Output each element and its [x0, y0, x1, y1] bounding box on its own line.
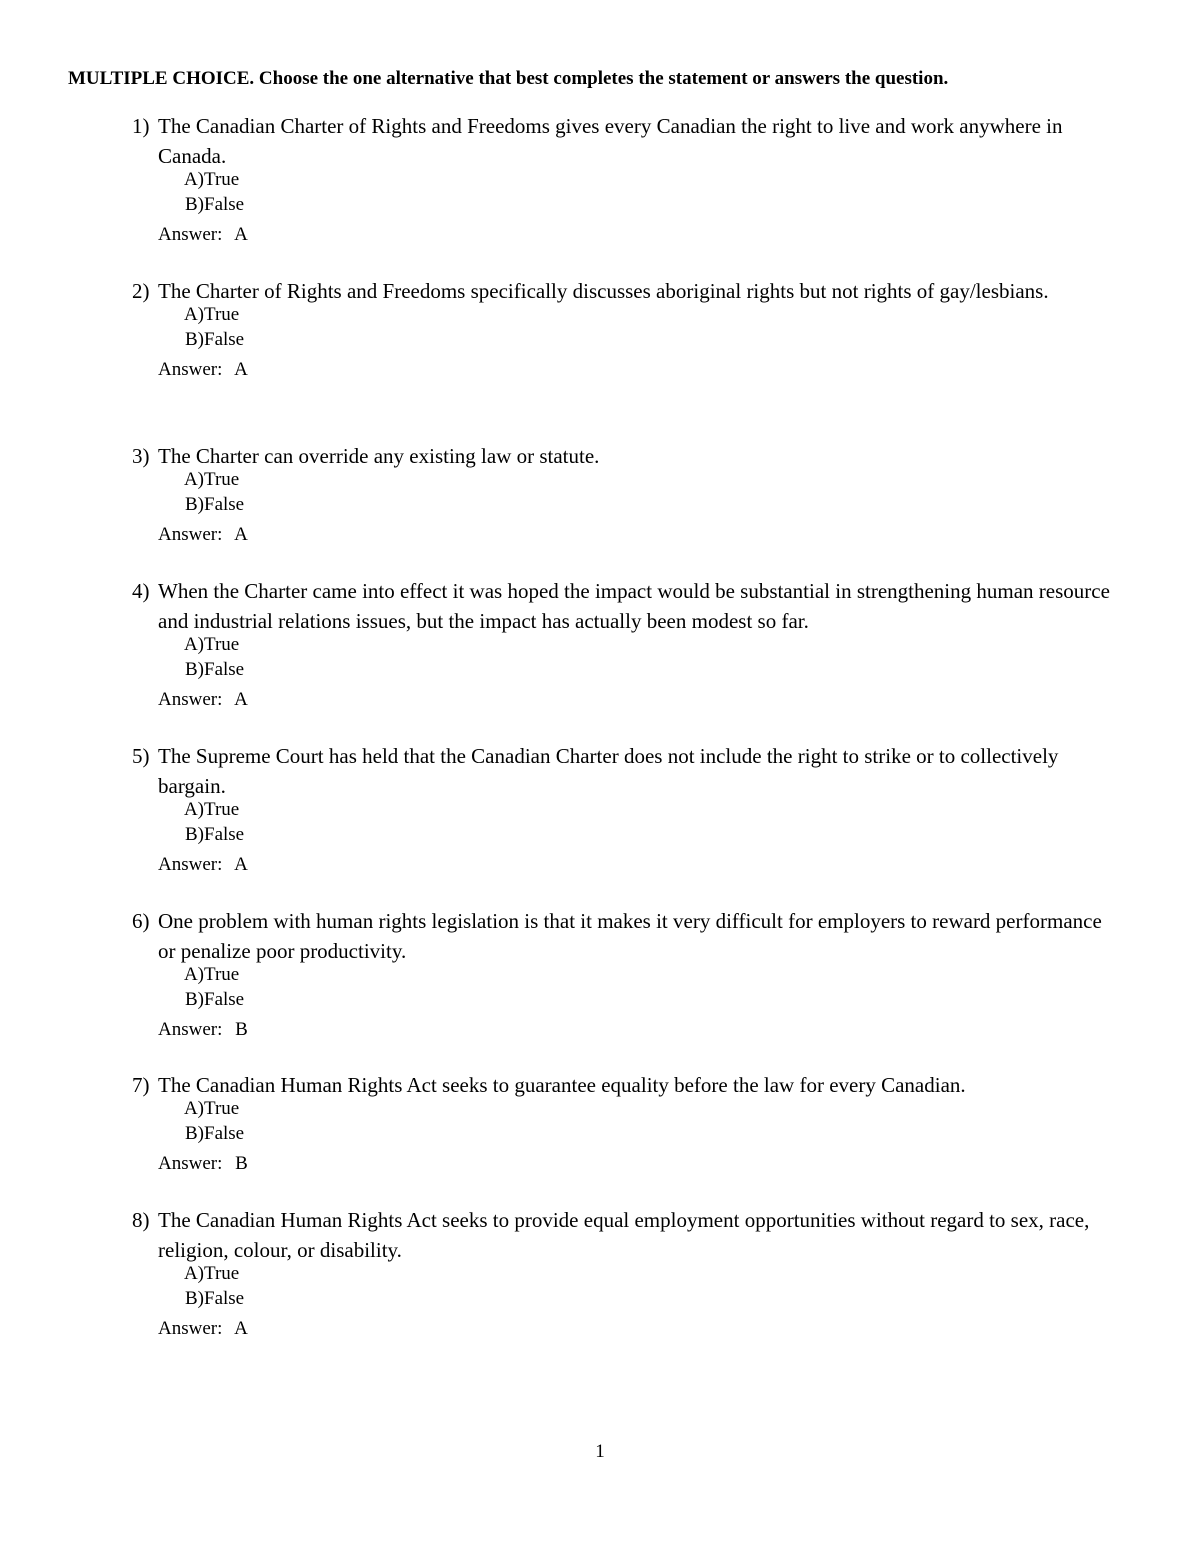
options-list [178, 1096, 1112, 1146]
answer-line [158, 1018, 1112, 1042]
option-b [178, 1121, 1112, 1146]
answer-line [158, 688, 1112, 712]
option-letter: A) [183, 634, 204, 655]
option-letter: B) [185, 1123, 204, 1144]
answer-label: Answer: [158, 1153, 223, 1174]
question-number: 6) [132, 909, 150, 933]
question-8 [132, 1205, 1112, 1341]
answer-label: Answer: [158, 689, 223, 710]
option-letter: A) [183, 1098, 204, 1119]
option-letter: B) [185, 1288, 204, 1309]
option-text: True [204, 1263, 240, 1284]
question-text: When the Charter came into effect it was hoped the impact would be substantial in strengthening human resource and industrial relations issues, but the impact has actually been modest so far. [158, 579, 1110, 633]
question-number: 2) [132, 279, 150, 303]
question-6 [132, 906, 1112, 1042]
answer-value: B [235, 1153, 248, 1174]
option-letter: B) [185, 659, 204, 680]
option-text: True [204, 799, 240, 820]
answer-line [158, 358, 1112, 382]
answer-label: Answer: [158, 1318, 223, 1339]
option-letter: B) [185, 329, 204, 350]
question-stem [132, 1205, 1112, 1265]
question-stem [132, 111, 1112, 171]
question-text: One problem with human rights legislation is that it makes it very difficult for employers to reward performance or penalize poor productivity. [158, 909, 1102, 963]
question-number: 7) [132, 1073, 150, 1097]
answer-value: A [234, 224, 248, 245]
answer-line [158, 853, 1112, 877]
option-text: True [204, 634, 240, 655]
options-list [178, 797, 1112, 847]
option-b [178, 822, 1112, 847]
question-2 [132, 276, 1112, 382]
option-b [178, 657, 1112, 682]
option-letter: A) [183, 469, 204, 490]
answer-label: Answer: [158, 854, 223, 875]
question-4 [132, 576, 1112, 712]
option-letter: A) [183, 1263, 204, 1284]
options-list [178, 167, 1112, 217]
question-number: 5) [132, 744, 150, 768]
question-number: 1) [132, 114, 150, 138]
question-stem [132, 276, 1112, 306]
option-text: True [204, 964, 240, 985]
question-stem [132, 576, 1112, 636]
question-text: The Canadian Human Rights Act seeks to guarantee equality before the law for every Canadian. [158, 1073, 966, 1097]
option-letter: A) [183, 799, 204, 820]
question-stem [132, 1070, 1112, 1100]
option-letter: A) [183, 304, 204, 325]
option-text: False [204, 494, 245, 515]
answer-value: A [234, 1318, 248, 1339]
option-b [178, 987, 1112, 1012]
question-text: The Canadian Charter of Rights and Freedoms gives every Canadian the right to live and work anywhere in Canada. [158, 114, 1063, 168]
option-text: False [204, 1288, 245, 1309]
answer-value: A [234, 689, 248, 710]
option-text: False [204, 989, 245, 1010]
question-stem [132, 441, 1112, 471]
option-text: False [204, 659, 245, 680]
option-text: True [204, 304, 240, 325]
option-letter: B) [185, 194, 204, 215]
option-b [178, 1286, 1112, 1311]
options-list [178, 467, 1112, 517]
option-text: False [204, 1123, 245, 1144]
question-text: The Supreme Court has held that the Canadian Charter does not include the right to strike or to collectively bargain. [158, 744, 1059, 798]
option-letter: B) [185, 824, 204, 845]
options-list [178, 962, 1112, 1012]
option-letter: B) [185, 989, 204, 1010]
question-3 [132, 441, 1112, 547]
page-number: 1 [595, 1441, 605, 1462]
option-b [178, 327, 1112, 352]
instructions-heading: MULTIPLE CHOICE. Choose the one alternative that best completes the statement or answers the question. [68, 68, 949, 89]
option-b [178, 192, 1112, 217]
answer-value: A [234, 359, 248, 380]
question-text: The Charter can override any existing law or statute. [158, 444, 600, 468]
option-text: True [204, 469, 240, 490]
answer-line [158, 1317, 1112, 1341]
option-b [178, 492, 1112, 517]
question-7 [132, 1070, 1112, 1176]
options-list [178, 1261, 1112, 1311]
answer-line [158, 523, 1112, 547]
question-stem [132, 906, 1112, 966]
option-letter: A) [183, 964, 204, 985]
option-text: False [204, 329, 245, 350]
answer-line [158, 223, 1112, 247]
answer-value: A [234, 854, 248, 875]
question-1 [132, 111, 1112, 247]
option-text: False [204, 194, 245, 215]
option-letter: B) [185, 494, 204, 515]
answer-label: Answer: [158, 1019, 223, 1040]
answer-label: Answer: [158, 359, 223, 380]
question-number: 8) [132, 1208, 150, 1232]
question-stem [132, 741, 1112, 801]
option-text: True [204, 169, 240, 190]
question-text: The Charter of Rights and Freedoms specifically discusses aboriginal rights but not rights of gay/lesbians. [158, 279, 1049, 303]
answer-label: Answer: [158, 524, 223, 545]
option-letter: A) [183, 169, 204, 190]
option-text: False [204, 824, 245, 845]
question-text: The Canadian Human Rights Act seeks to provide equal employment opportunities without regard to sex, race, religion, colour, or disability. [158, 1208, 1090, 1262]
question-number: 4) [132, 579, 150, 603]
answer-label: Answer: [158, 224, 223, 245]
question-5 [132, 741, 1112, 877]
options-list [178, 632, 1112, 682]
question-number: 3) [132, 444, 150, 468]
option-text: True [204, 1098, 240, 1119]
options-list [178, 302, 1112, 352]
answer-value: A [234, 524, 248, 545]
answer-line [158, 1152, 1112, 1176]
answer-value: B [235, 1019, 248, 1040]
